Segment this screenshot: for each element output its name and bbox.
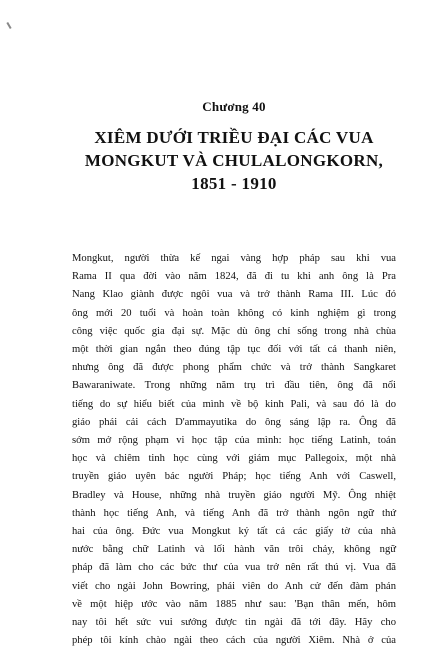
body-line: Bradley và House, những nhà truyền giáo người Mỹ. Ông nhiệt	[72, 489, 396, 501]
body-line: truyền giáo uyên bác người Pháp; học tiếng Anh với Caswell,	[72, 471, 396, 483]
chapter-title-line-2: MONGKUT VÀ CHULALONGKORN,	[84, 151, 384, 170]
body-line: Nang Klao giành được ngôi vua và trở thành Rama III. Lúc đó	[72, 289, 396, 301]
body-line: nay tôi hết sức vui sướng được tin ngài đã tới đây. Hãy cho	[72, 617, 396, 629]
body-line: Mongkut, người thừa kế ngai vàng hợp pháp sau khi vua	[72, 253, 396, 264]
body-line: giáo phái cải cách D'ammayutika do ông sáng lập ra. Ông đã	[72, 416, 396, 428]
body-line: nhưng ông đã được phong phẩm chức và trở thành Sangkaret	[72, 362, 396, 374]
body-line: thành học tiếng Anh, và tiếng Anh đã trở thành ngôn ngữ thứ	[72, 507, 396, 519]
body-line: công việc quốc gia đại sự. Mặc dù ông chỉ sống trong nhà chùa	[72, 325, 396, 337]
body-line: Bawaraniwate. Trong những năm trụ trì đầu tiên, ông đã nổi	[72, 380, 396, 392]
body-line: sớm mở rộng phạm vi học tập của mình: học tiếng Latinh, toán	[72, 435, 396, 447]
chapter-title-line-1: XIÊM DƯỚI TRIỀU ĐẠI CÁC VUA	[94, 128, 374, 147]
body-line: viết cho ngài John Bowring, phái viên do Anh cử đến đàm phán	[72, 580, 396, 592]
body-line: pháp đã làm cho các bức thư của vua trở nên rất thú vị. Vua đã	[72, 562, 396, 574]
body-line: hai của ông. Đức vua Mongkut ký tất cả các giấy tờ của nhà	[72, 526, 396, 538]
body-line: về một hiệp ước vào năm 1885 như sau: 'Bạn thân mến, hôm	[72, 598, 396, 610]
body-line: ông mới 20 tuổi và hoàn toàn không có kinh nghiệm gì trong	[72, 307, 396, 319]
body-line: một thời gian ngắn theo đúng tập tục đối với tất cả thanh niên,	[72, 344, 396, 356]
scan-mark	[6, 22, 11, 29]
body-line: nước bằng chữ Latinh và lối hành văn trôi chảy, không ngữ	[72, 544, 396, 556]
chapter-title-line-3: 1851 - 1910	[191, 174, 277, 193]
chapter-body	[72, 250, 396, 650]
body-line: phép tôi kính chào ngài theo cách của người Xiêm. Nhà ở của	[72, 635, 396, 647]
body-line: học và chiêm tinh học cùng với giám mục Pallegoix, một nhà	[72, 453, 396, 465]
body-line: tiếng do sự hiểu biết của mình về bộ kinh Pali, và sau đó là do	[72, 398, 396, 410]
chapter-title	[72, 126, 396, 195]
body-line: Rama II qua đời vào năm 1824, đã đi tu khi anh ông là Pra	[72, 271, 396, 283]
chapter-label: Chương 40	[202, 99, 266, 114]
